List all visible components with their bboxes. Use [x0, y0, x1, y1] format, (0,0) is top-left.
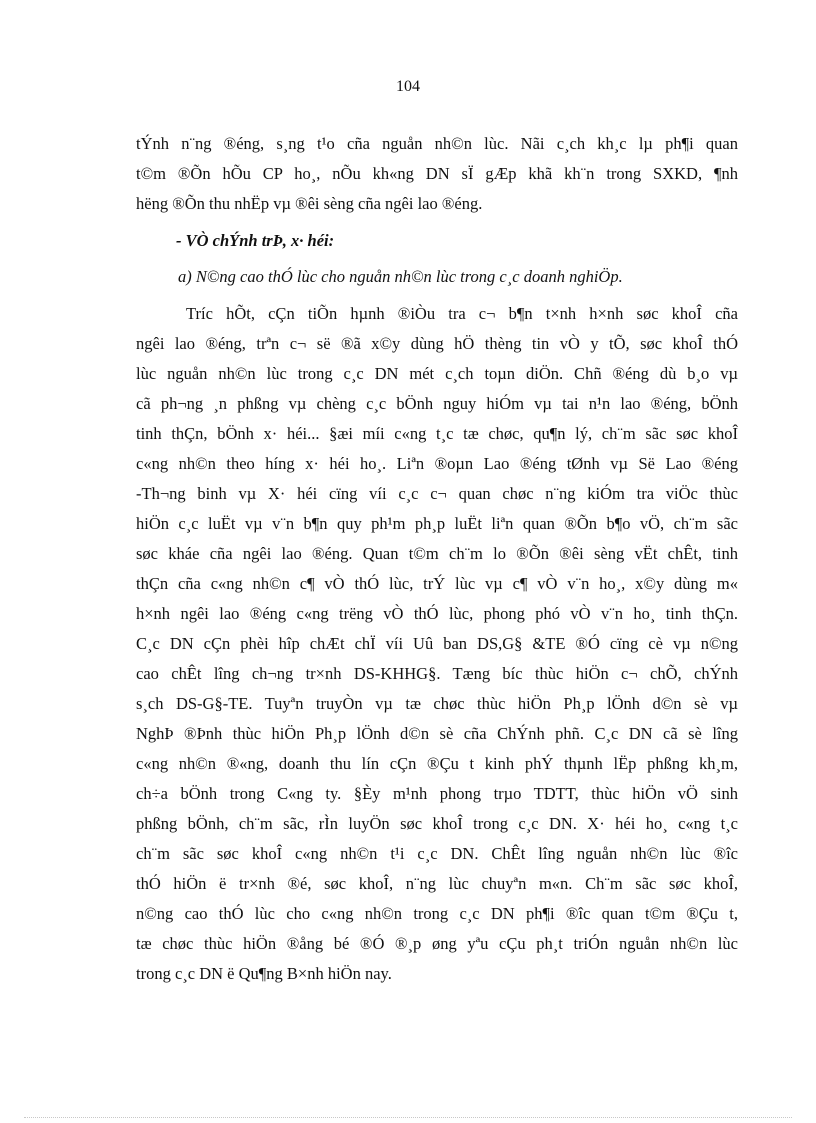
body-line-1: Tríc hÕt, cÇn tiÕn hµnh ®iÒu tra c¬ b¶n t×nh h×nh søc khoÎ cña [186, 304, 738, 323]
subsection-heading: a) N©ng cao thÓ lùc cho nguån nh©n lùc trong c¸c doanh nghiÖp. [178, 267, 623, 286]
body-line-15: NghÞ ®Þnh thùc hiÖn Ph¸p lÖnh d©n sè cña ChÝnh phñ. C¸c DN cã sè lîng [136, 724, 738, 743]
body-line-17: ch÷a bÖnh trong C«ng ty. §Èy m¹nh phong trµo TDTT, thùc hiÖn vÖ sinh [136, 784, 738, 803]
body-line-21: n©ng cao thÓ lùc cho c«ng nh©n trong c¸c DN ph¶i ®îc quan t©m ®Çu t, [136, 904, 738, 923]
body-line-12: C¸c DN cÇn phèi hîp chÆt chÏ víi Uû ban DS,G§ &TE ®Ó cïng cè vµ n©ng [136, 634, 738, 653]
body-line-11: h×nh ngêi lao ®éng c«ng trëng vÒ thÓ lùc, phong phó vÒ v¨n ho¸ tinh thÇn. [136, 604, 738, 623]
intro-line-2: t©m ®Õn hÕu CP ho¸, nÕu kh«ng DN sÏ gÆp khã kh¨n trong SXKD, ¶nh [136, 164, 738, 183]
body-line-3: lùc nguån nh©n lùc trong c¸c DN mét c¸ch toµn diÖn. Chñ ®éng dù b¸o vµ [136, 364, 738, 383]
body-line-10: thÇn cña c«ng nh©n c¶ vÒ thÓ lùc, trÝ lùc vµ c¶ vÒ v¨n ho¸, x©y dùng m« [136, 574, 738, 593]
body-line-2: ngêi lao ®éng, trªn c¬ së ®ã x©y dùng hÖ thèng tin vÒ y tÕ, søc khoÎ thÓ [136, 334, 738, 353]
body-line-16: c«ng nh©n ®«ng, doanh thu lín cÇn ®Çu t kinh phÝ thµnh lËp phßng kh¸m, [136, 754, 738, 773]
body-line-5: tinh thÇn, bÖnh x· héi... §æi míi c«ng t¸c tæ chøc, qu¶n lý, ch¨m sãc søc khoÎ [136, 424, 738, 443]
intro-line-1: tÝnh n¨ng ®éng, s¸ng t¹o cña nguån nh©n lùc. Nãi c¸ch kh¸c lµ ph¶i quan [136, 134, 738, 153]
body-line-19: ch¨m sãc søc khoÎ c«ng nh©n t¹i c¸c DN. ChÊt lîng nguån nh©n lùc ®îc [136, 844, 738, 863]
section-heading: - VÒ chÝnh trÞ, x· héi: [176, 231, 335, 250]
body-line-6: c«ng nh©n theo híng x· héi ho¸. Liªn ®oµn Lao ®éng tØnh vµ Së Lao ®éng [136, 454, 738, 473]
body-line-9: søc kháe cña ngêi lao ®éng. Quan t©m ch¨m lo ®Õn ®êi sèng vËt chÊt, tinh [136, 544, 738, 563]
body-line-22: tæ chøc thùc hiÖn ®ång bé ®Ó ®¸p øng yªu cÇu ph¸t triÓn nguån nh©n lùc [136, 934, 738, 953]
intro-line-3: hëng ®Õn thu nhËp vµ ®êi sèng cña ngêi lao ®éng. [136, 194, 483, 213]
page-bottom-rule [24, 1117, 792, 1118]
body-line-8: hiÖn c¸c luËt vµ v¨n b¶n quy ph¹m ph¸p luËt liªn quan ®Õn b¶o vÖ, ch¨m sãc [136, 514, 738, 533]
body-line-7: -Th¬ng binh vµ X· héi cïng víi c¸c c¬ quan chøc n¨ng kiÓm tra viÖc thùc [136, 484, 738, 503]
page-number: 104 [396, 78, 420, 95]
body-line-18: phßng bÖnh, ch¨m sãc, rÌn luyÖn søc khoÎ trong c¸c DN. X· héi ho¸ c«ng t¸c [136, 814, 738, 833]
body-line-23: trong c¸c DN ë Qu¶ng B×nh hiÖn nay. [136, 964, 392, 983]
body-line-14: s¸ch DS-G§-TE. Tuyªn truyÒn vµ tæ chøc thùc hiÖn Ph¸p lÖnh d©n sè vµ [136, 694, 738, 713]
body-line-13: cao chÊt lîng ch¬ng tr×nh DS-KHHG§. Tæng bíc thùc hiÖn c¬ chÕ, chÝnh [136, 664, 738, 683]
body-line-20: thÓ hiÖn ë tr×nh ®é, søc khoÎ, n¨ng lùc chuyªn m«n. Ch¨m sãc søc khoÎ, [136, 874, 738, 893]
body-line-4: cã ph¬ng ¸n phßng vµ chèng c¸c bÖnh nguy hiÓm vµ tai n¹n lao ®éng, bÖnh [136, 394, 738, 413]
